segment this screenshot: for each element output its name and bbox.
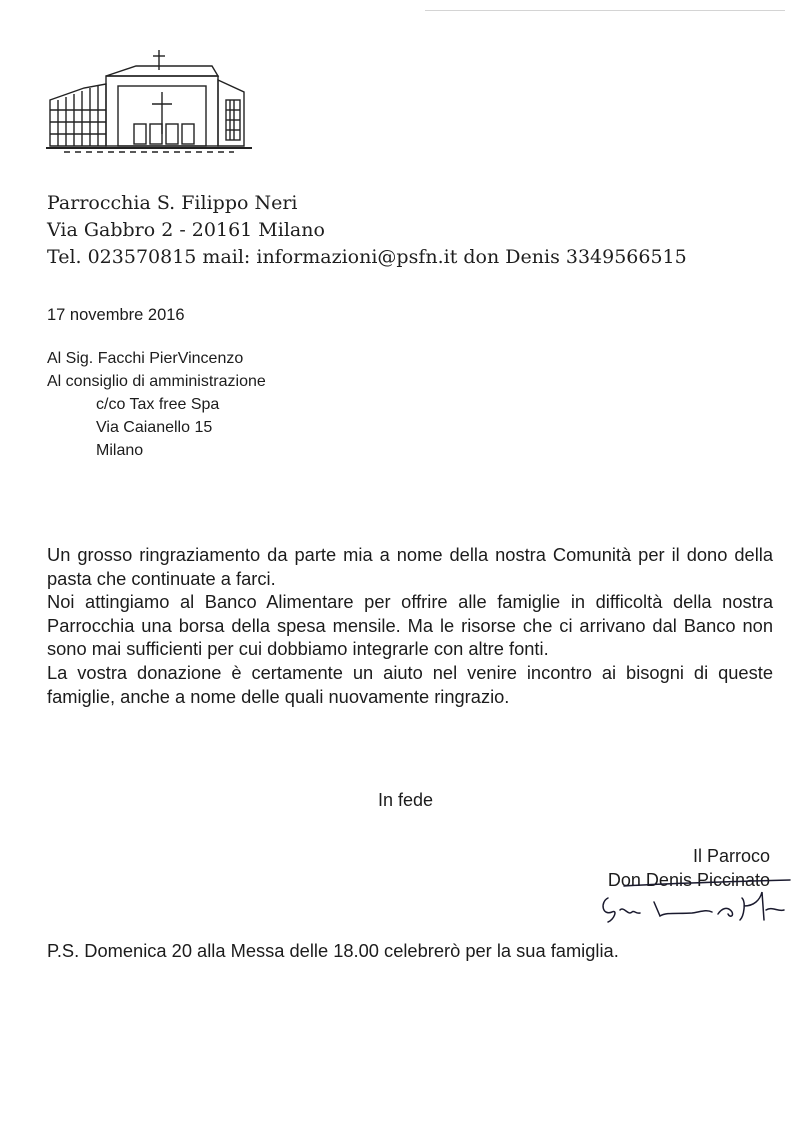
signatory-name: Don Denis Piccinato [607, 870, 770, 890]
body-paragraph: Un grosso ringraziamento da parte mia a nome della nostra Comunità per il dono della pasta che continuate a farci. [47, 544, 773, 589]
recipient-address [47, 347, 266, 462]
signatory-role: Il Parroco [692, 846, 770, 866]
recipient-line: Al consiglio di amministrazione [47, 373, 266, 390]
handwritten-signature [594, 876, 794, 936]
letterhead [47, 190, 687, 271]
body-paragraph: Noi attingiamo al Banco Alimentare per offrire alle famiglie in difficoltà della nostra Parrocchia una borsa della spesa mensile. Ma le risorse che ci arrivano dal Banco non sono mai sufficienti per cui dobbiamo integrarle con altre fonti. [47, 591, 773, 660]
scan-edge-line [425, 10, 785, 11]
parish-contacts: Tel. 023570815 mail: informazioni@psfn.it don Denis 3349566515 [47, 246, 687, 268]
letter-date: 17 novembre 2016 [47, 306, 185, 324]
closing-formula: In fede [378, 790, 434, 810]
recipient-line: Al Sig. Facchi PierVincenzo [47, 350, 244, 367]
church-logo-icon [44, 48, 254, 156]
postscript: P.S. Domenica 20 alla Messa delle 18.00 celebrerò per la sua famiglia. [47, 940, 619, 961]
recipient-line: c/co Tax free Spa [96, 396, 220, 413]
recipient-line: Via Caianello 15 [96, 419, 213, 436]
parish-name: Parrocchia S. Filippo Neri [47, 192, 298, 214]
parish-address: Via Gabbro 2 - 20161 Milano [47, 219, 325, 241]
letter-body [47, 543, 773, 708]
body-paragraph: La vostra donazione è certamente un aiuto nel venire incontro ai bisogni di queste famiglie, anche a nome delle quali nuovamente ringrazio. [47, 661, 773, 707]
recipient-line: Milano [96, 442, 144, 459]
